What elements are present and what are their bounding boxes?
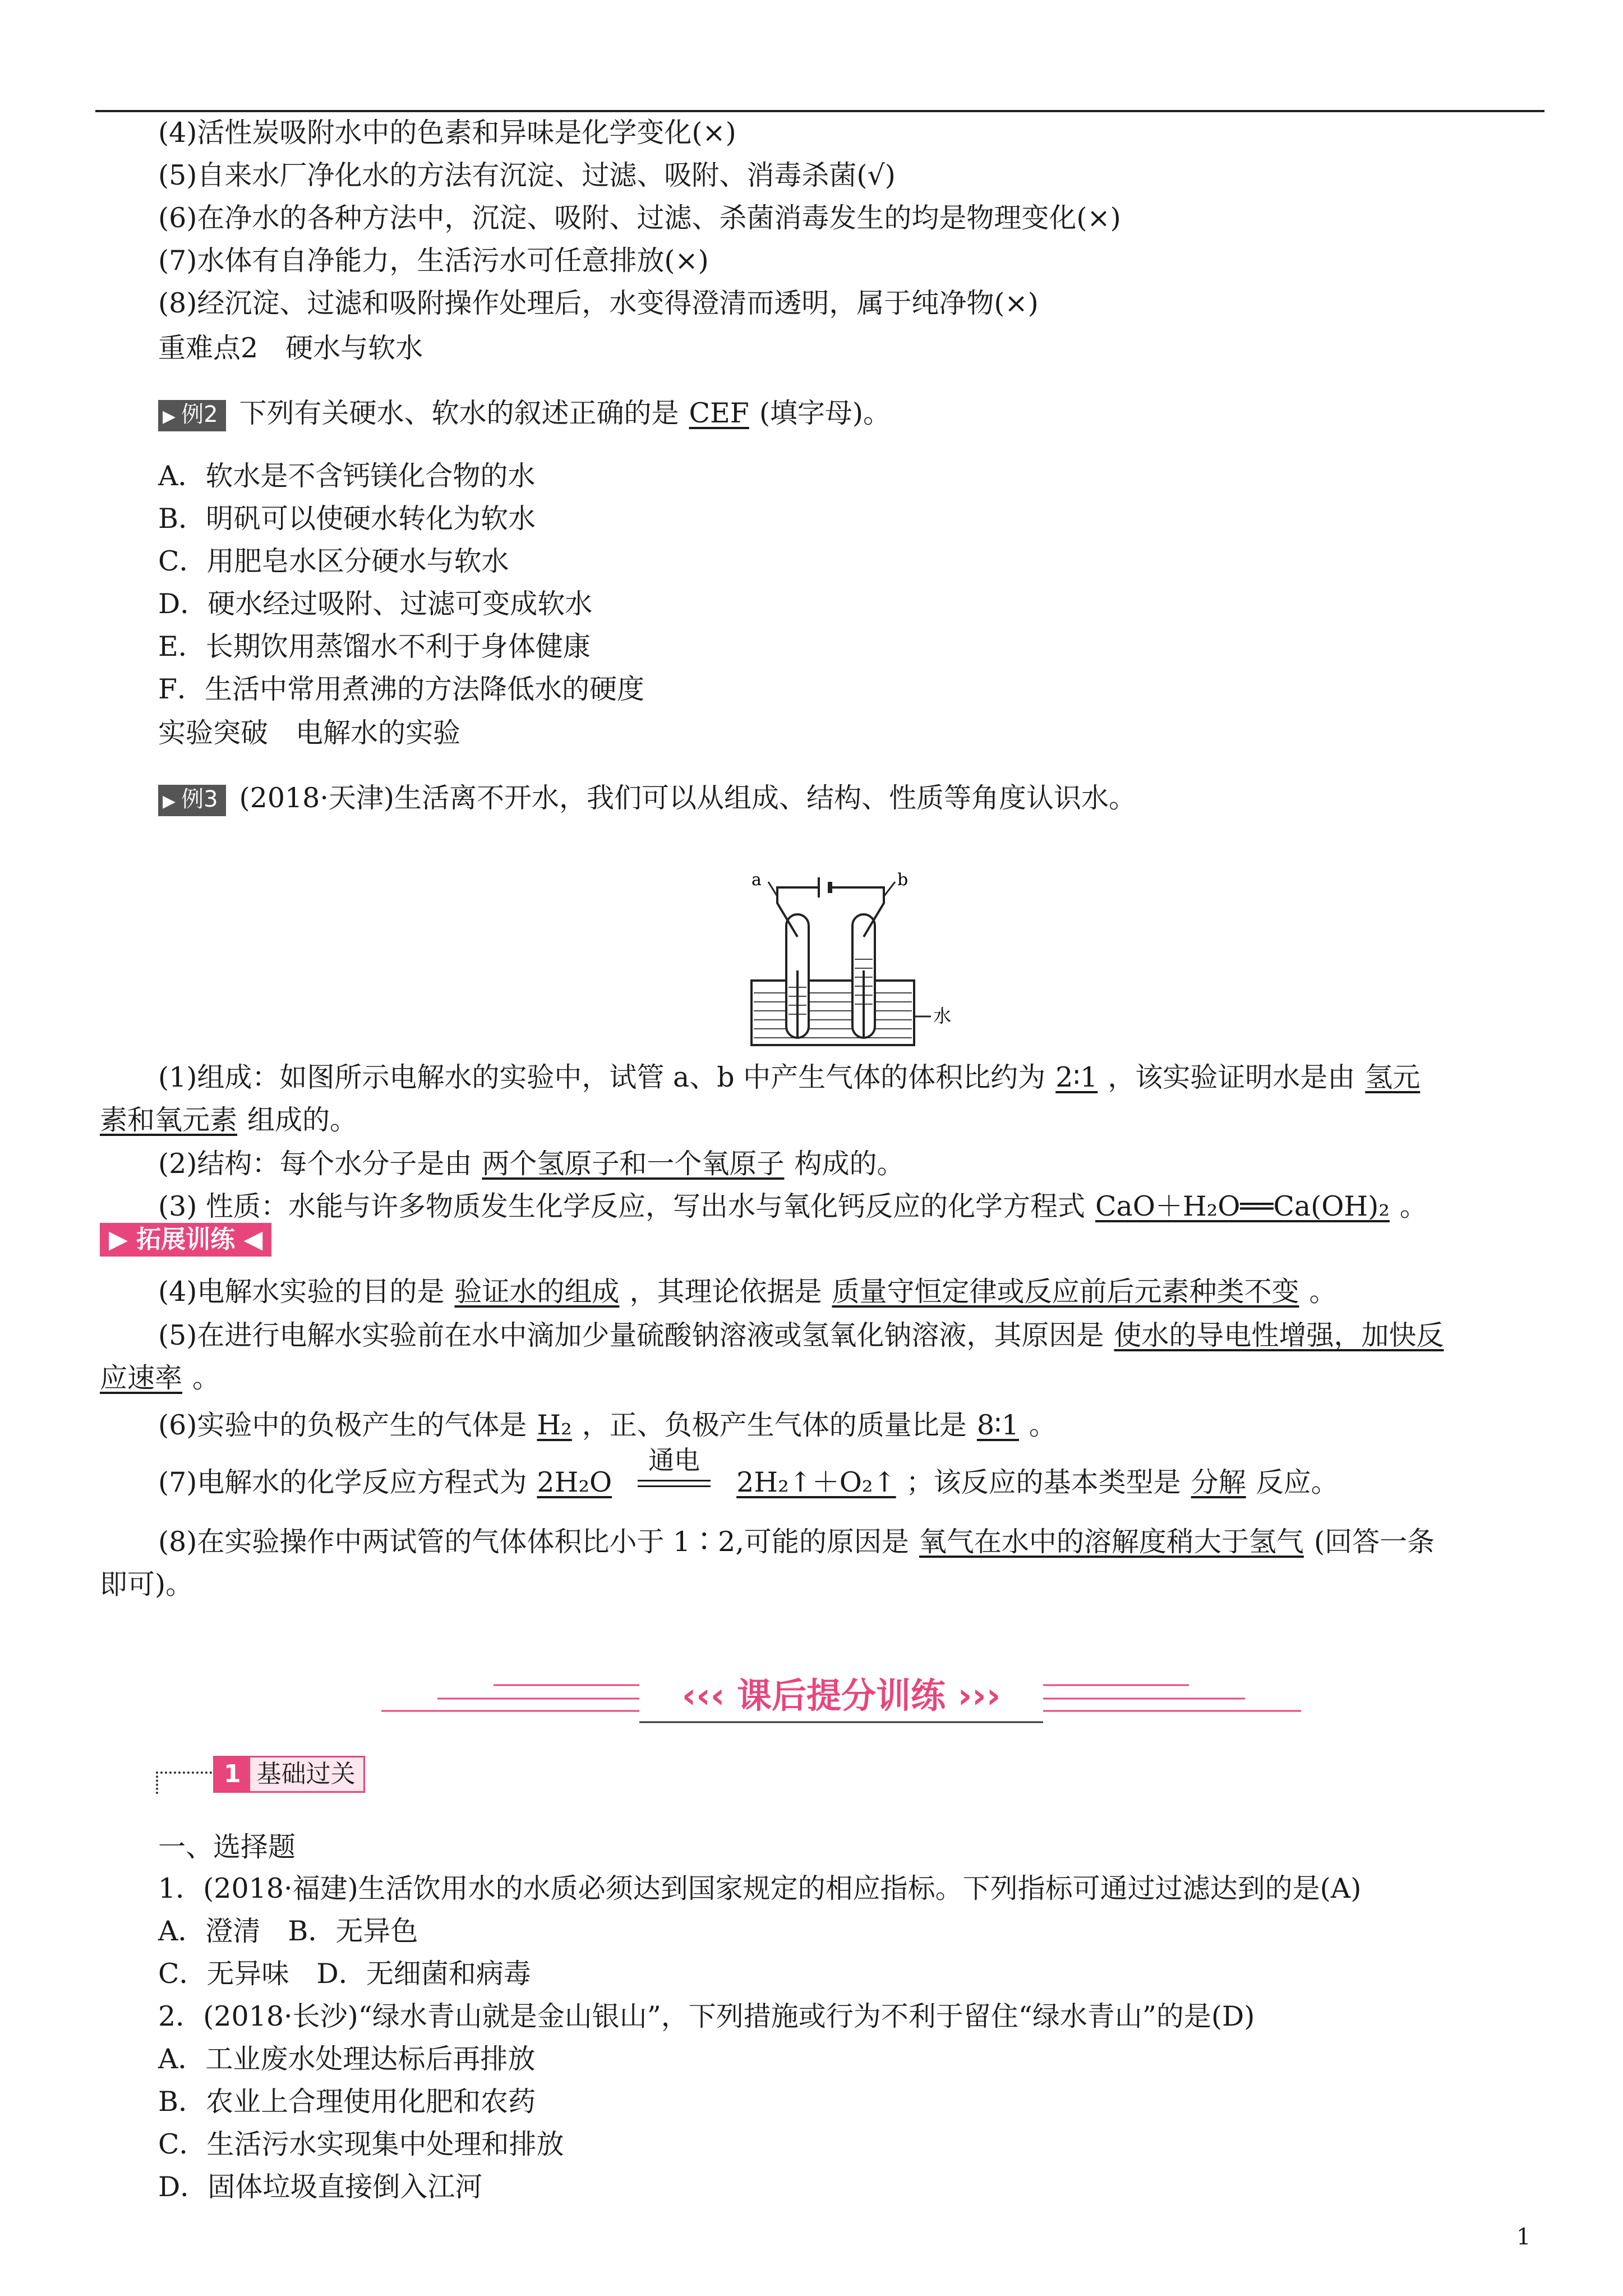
- answer-blank: H₂: [537, 1409, 572, 1441]
- experiment-title: 实验突破 电解水的实验: [158, 717, 461, 749]
- example-3-label: ▶ 例3: [158, 785, 226, 816]
- option: D．硬水经过吸附、过滤可变成软水: [158, 588, 593, 620]
- item-5: (5)自来水厂净化水的方法有沉淀、过滤、吸附、消毒杀菌(√): [158, 159, 896, 191]
- answer-blank: 2H₂↑＋O₂↑: [736, 1466, 896, 1498]
- option: F．生活中常用煮沸的方法降低水的硬度: [158, 673, 644, 705]
- page-number: 1: [1516, 2224, 1531, 2250]
- mc-question-2: 2．(2018·长沙)“绿水青山就是金山银山”，下列措施或行为不利于留住“绿水青山”的是(D): [158, 2000, 1255, 2032]
- answer-blank: 氧气在水中的溶解度稍大于氢气: [919, 1526, 1304, 1558]
- key-point-2-title: 重难点2 硬水与软水: [158, 332, 423, 364]
- answer-blank: CEF: [689, 397, 749, 429]
- extension-training-label: ▶ 拓展训练 ◀: [100, 1223, 271, 1257]
- answer-blank: 8∶1: [976, 1409, 1019, 1441]
- triangle-icon: ▶: [163, 791, 176, 811]
- header-rule: [95, 110, 1544, 112]
- dotted-corner: [156, 1772, 212, 1774]
- example-3-stem: ▶ 例3 (2018·天津)生活离不开水，我们可以从组成、结构、性质等角度认识水。: [158, 781, 1136, 816]
- basic-level-badge: 1 基础过关: [213, 1756, 365, 1793]
- option: A．工业废水处理达标后再排放: [158, 2043, 536, 2075]
- answer-blank: 使水的导电性增强，加快反: [1114, 1319, 1444, 1351]
- tube-b-label: b: [897, 870, 909, 890]
- option: C．生活污水实现集中处理和排放: [158, 2128, 564, 2160]
- option: B．农业上合理使用化肥和农药: [158, 2086, 536, 2118]
- item-7: (7)水体有自净能力，生活污水可任意排放(×): [158, 245, 709, 277]
- example-2-stem: ▶ 例2 下列有关硬水、软水的叙述正确的是 CEF (填字母)。: [158, 396, 891, 431]
- question-5-cont: 应速率 。: [100, 1362, 220, 1394]
- question-1: (1)组成：如图所示电解水的实验中，试管 a、b 中产生气体的体积比约为 2∶1 ，该实验证明水是由 氢元: [158, 1060, 1430, 1095]
- question-7: (7)电解水的化学反应方程式为 2H₂O 通电 2H₂↑＋O₂↑ ；该反应的基本类型是 分解 反应。: [158, 1465, 1339, 1500]
- answer-blank: 验证水的组成: [454, 1276, 620, 1308]
- item-8: (8)经沉淀、过滤和吸附操作处理后，水变得澄清而透明，属于纯净物(×): [158, 287, 1039, 319]
- item-6: (6)在净水的各种方法中，沉淀、吸附、过滤、杀菌消毒发生的均是物理变化(×): [158, 202, 1121, 234]
- water-label: 水: [933, 1005, 952, 1027]
- question-2: (2)结构：每个水分子是由 两个氢原子和一个氧原子 构成的。: [158, 1148, 905, 1180]
- question-4: (4)电解水实验的目的是 验证水的组成 ，其理论依据是 质量守恒定律或反应前后元素种类不变 。: [158, 1276, 1337, 1308]
- answer-blank: 2H₂O: [537, 1466, 612, 1498]
- answer-blank: 质量守恒定律或反应前后元素种类不变: [832, 1276, 1299, 1308]
- option: A．澄清 B．无异色: [158, 1915, 418, 1947]
- question-8-cont: 即可)。: [100, 1568, 193, 1600]
- basic-level-number: 1: [215, 1757, 250, 1791]
- answer-blank: 应速率: [100, 1362, 183, 1394]
- question-5: (5)在进行电解水实验前在水中滴加少量硫酸钠溶液或氢氧化钠溶液，其原因是 使水的导电性增强，加快反: [158, 1318, 1454, 1353]
- triangle-left-icon: ◀: [235, 1225, 263, 1254]
- after-class-training-title: ‹‹‹ 课后提分训练 ›››: [681, 1675, 1001, 1716]
- question-8: (8)在实验操作中两试管的气体体积比小于 1∶2,可能的原因是 氧气在水中的溶解度稍大于氢气 (回答一条: [158, 1526, 1435, 1558]
- option: C．用肥皂水区分硬水与软水: [158, 545, 509, 577]
- question-6: (6)实验中的负极产生的气体是 H₂ ，正、负极产生气体的质量比是 8∶1 。: [158, 1409, 1057, 1441]
- answer-blank: 氢元: [1365, 1061, 1421, 1093]
- triangle-icon: ▶: [163, 406, 176, 426]
- right-chevrons-icon: ›››: [957, 1675, 1001, 1716]
- option: E．长期饮用蒸馏水不利于身体健康: [158, 631, 591, 662]
- tube-a-label: a: [751, 870, 762, 890]
- answer-blank: 素和氧元素: [100, 1104, 238, 1136]
- answer-blank: 两个氢原子和一个氧原子: [482, 1148, 785, 1180]
- left-chevrons-icon: ‹‹‹: [681, 1675, 725, 1716]
- reaction-condition: 通电: [632, 1465, 716, 1500]
- example-2-label: ▶ 例2: [158, 400, 226, 431]
- mc-heading: 一、选择题: [158, 1831, 296, 1863]
- triangle-right-icon: ▶: [109, 1225, 137, 1254]
- dotted-corner-vertical: [156, 1772, 158, 1794]
- option: B．明矾可以使硬水转化为软水: [158, 503, 536, 535]
- option: C．无异味 D．无细菌和病毒: [158, 1958, 531, 1990]
- question-3: (3) 性质：水能与许多物质发生化学反应，写出水与氧化钙反应的化学方程式 CaO＋H₂O══Ca(OH)₂ 。: [158, 1190, 1427, 1222]
- answer-blank: 2∶1: [1055, 1061, 1098, 1093]
- answer-blank: 分解: [1191, 1466, 1246, 1498]
- option: D．固体垃圾直接倒入江河: [158, 2171, 483, 2203]
- mc-question-1: 1．(2018·福建)生活饮用水的水质必须达到国家规定的相应指标。下列指标可通过过滤达到的是(A): [158, 1872, 1362, 1904]
- question-1-cont: 素和氧元素 组成的。: [100, 1104, 358, 1136]
- electrolysis-diagram: [729, 869, 965, 1049]
- answer-blank: CaO＋H₂O══Ca(OH)₂: [1095, 1190, 1390, 1222]
- item-4: (4)活性炭吸附水中的色素和异味是化学变化(×): [158, 117, 736, 149]
- option: A．软水是不含钙镁化合物的水: [158, 460, 536, 492]
